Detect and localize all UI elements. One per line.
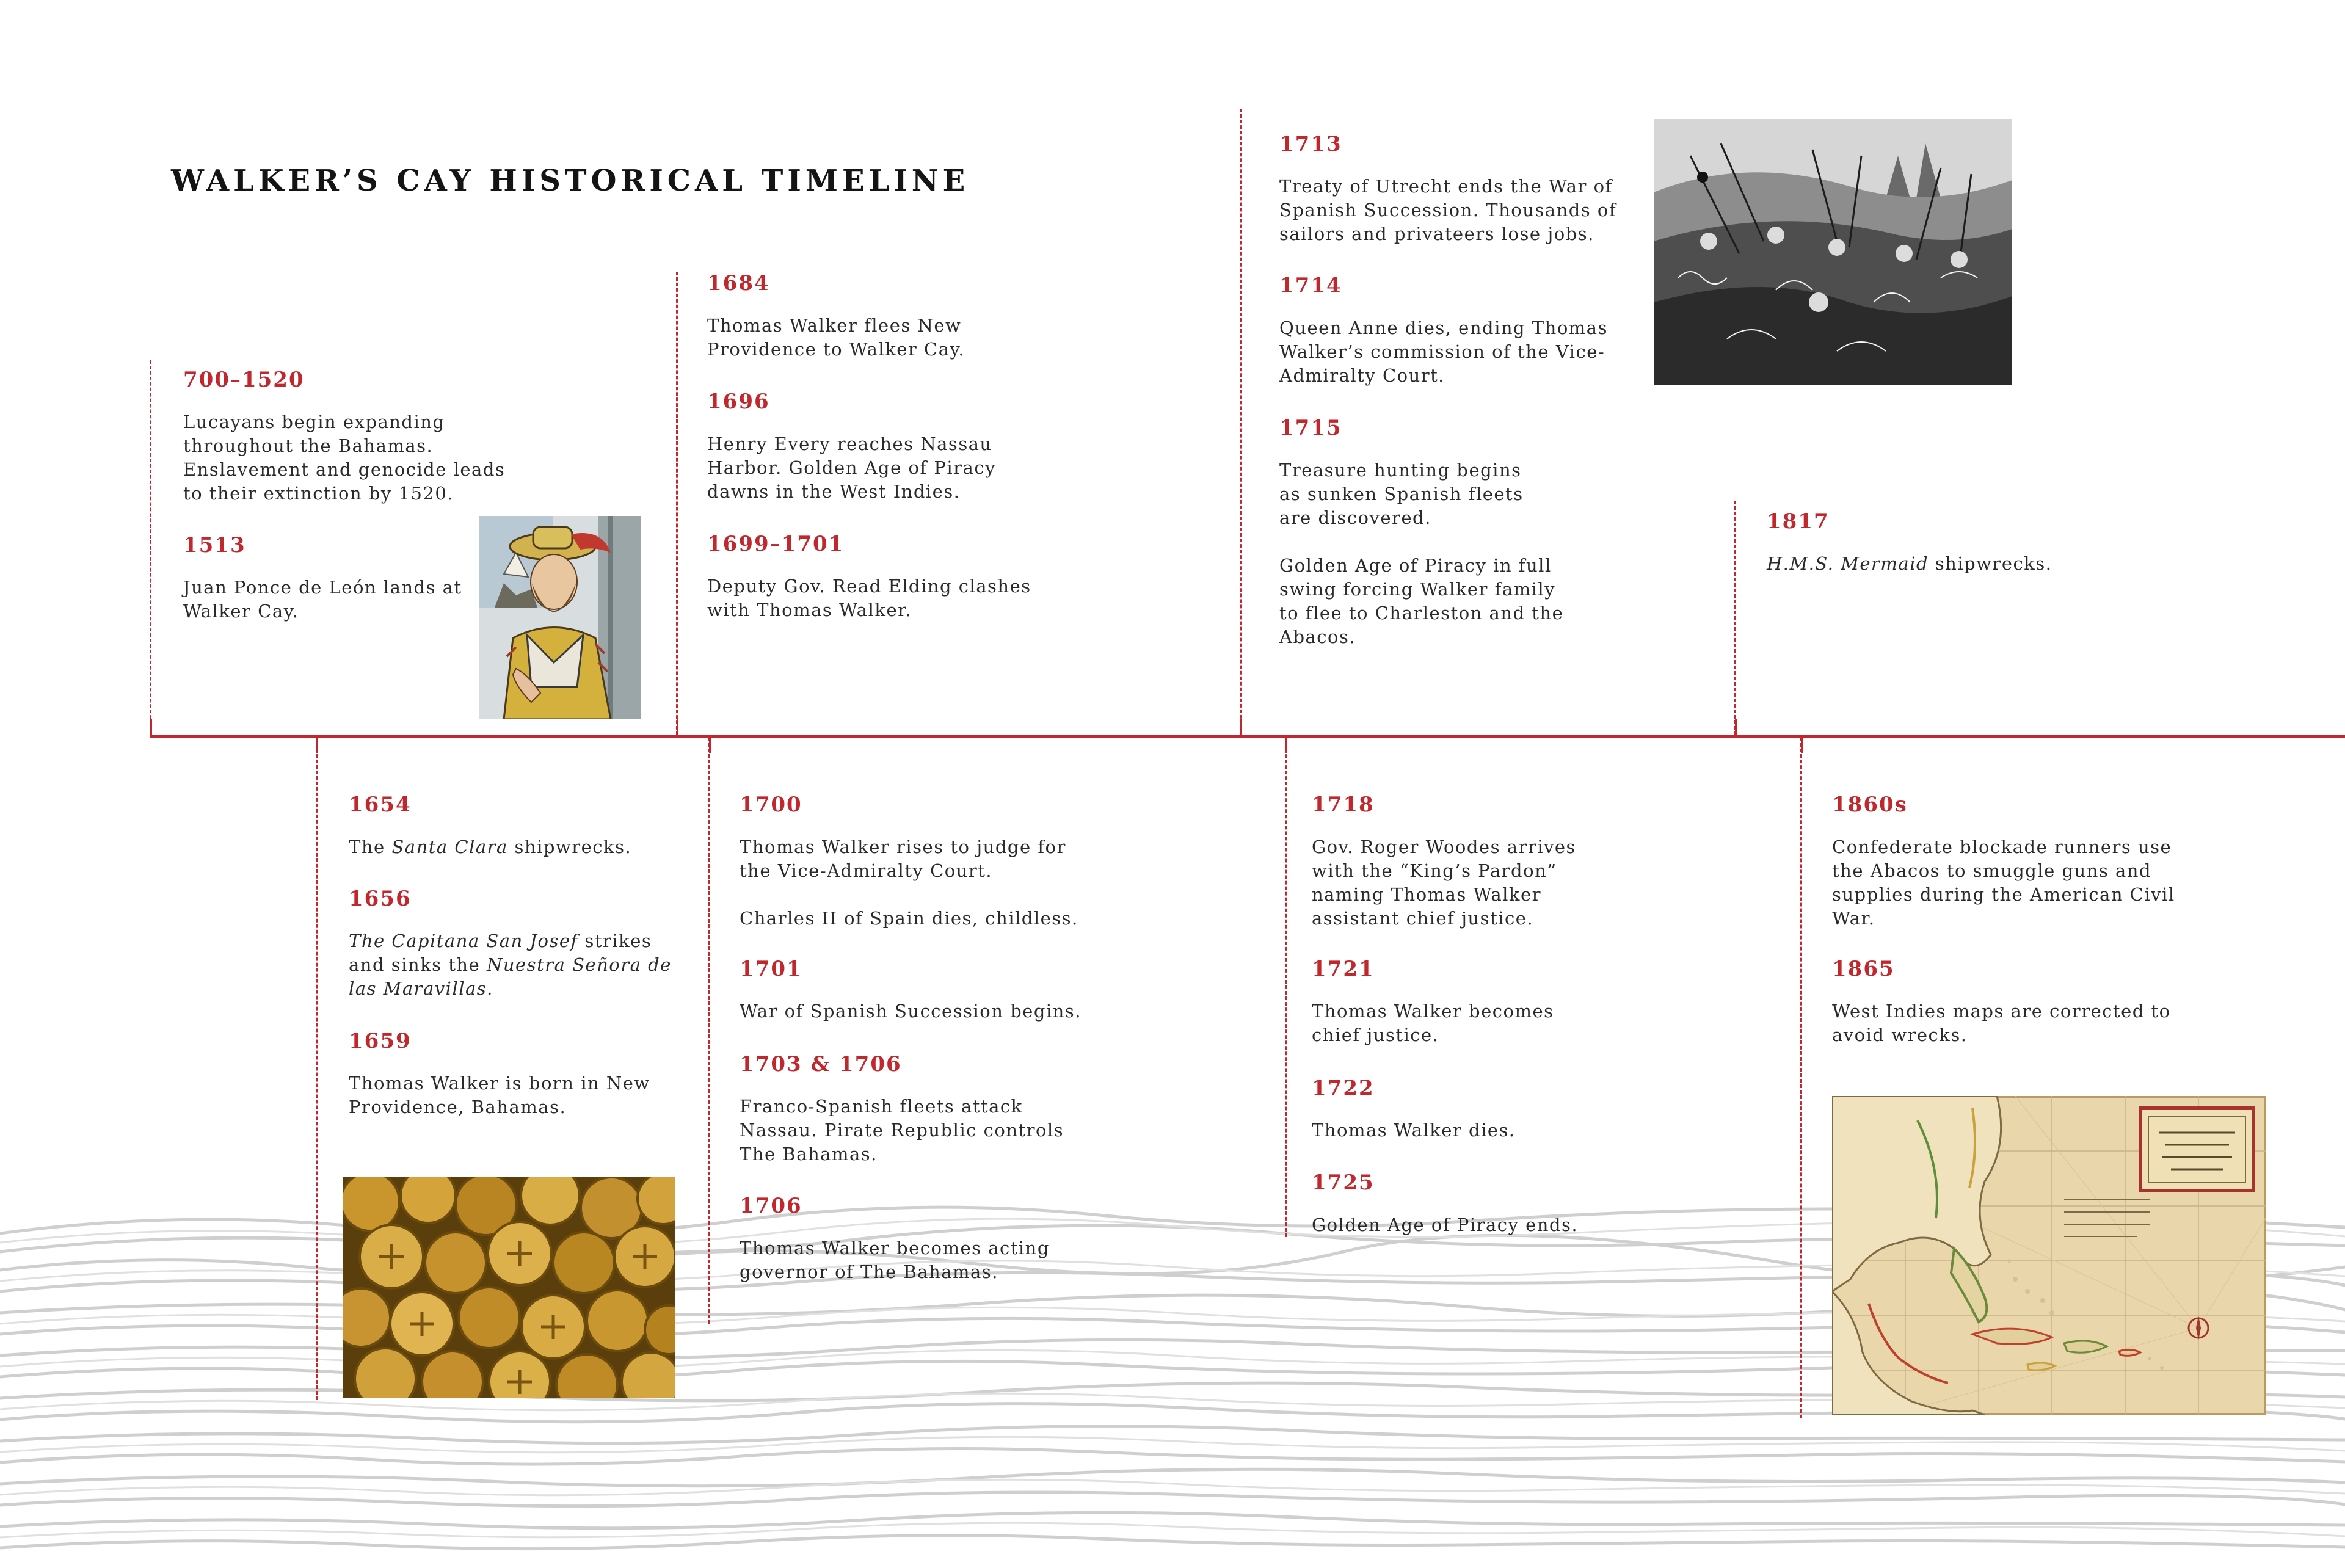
entry-description: Charles II of Spain dies, childless.: [740, 908, 1078, 929]
timeline-entry: [183, 368, 513, 506]
entry-description: Thomas Walker is born in New Providence, Bahamas.: [349, 1073, 650, 1117]
entry-description: Thomas Walker flees New Providence to Walker Cay.: [707, 315, 965, 360]
timeline-tick: [1240, 109, 1242, 735]
entry-year: 1654: [349, 793, 412, 817]
entry-year: 1656: [349, 887, 412, 911]
entry-year: 1714: [1279, 274, 1342, 298]
entry-year: 1713: [1279, 132, 1342, 156]
antique-map-illustration: [1832, 1096, 2266, 1415]
timeline-entry: [740, 793, 1082, 931]
portrait-illustration: [479, 516, 641, 719]
timeline-entry: [740, 1052, 1082, 1166]
timeline-entry: [183, 533, 489, 623]
timeline-axis: [150, 735, 2345, 738]
entry-description: Juan Ponce de León lands at Walker Cay.: [183, 577, 462, 622]
timeline-tick: [1734, 501, 1736, 735]
timeline-entry: [1312, 1171, 1605, 1237]
ship-name: H.M.S. Mermaid: [1767, 553, 1929, 574]
entry-year: 1718: [1312, 793, 1375, 817]
entry-year: 1706: [740, 1194, 802, 1218]
entry-description: Thomas Walker becomes chief justice.: [1312, 1001, 1554, 1045]
timeline-entry: [1832, 793, 2186, 931]
entry-description: Golden Age of Piracy in full swing forcing Walker family to flee to Charleston and the Abacos.: [1279, 555, 1564, 647]
entry-description: Henry Every reaches Nassau Harbor. Golden Age of Piracy dawns in the West Indies.: [707, 434, 996, 502]
entry-year: 1721: [1312, 957, 1375, 981]
timeline-entry: [1767, 509, 2084, 576]
timeline-entry: [349, 1029, 672, 1119]
entry-description: Gov. Roger Woodes arrives with the “King’s Pardon” naming Thomas Walker assistant chief justice.: [1312, 837, 1576, 929]
page-title: WALKER’S CAY HISTORICAL TIMELINE: [171, 164, 970, 198]
entry-description: Deputy Gov. Read Elding clashes with Thomas Walker.: [707, 576, 1031, 620]
entry-year: 1703 & 1706: [740, 1052, 902, 1076]
entry-year: 1725: [1312, 1171, 1375, 1195]
entry-description: Treasure hunting begins as sunken Spanish fleets are discovered.: [1279, 460, 1524, 528]
entry-description: War of Spanish Succession begins.: [740, 1001, 1082, 1022]
timeline-entry: [1312, 793, 1605, 931]
entry-year: 1701: [740, 957, 802, 981]
entry-year: 1700: [740, 793, 802, 817]
entry-year: 1860s: [1832, 793, 1908, 817]
timeline-entry: [707, 271, 1000, 361]
timeline-tick: [676, 272, 678, 735]
entry-description: H.M.S. Mermaid shipwrecks.: [1767, 553, 2052, 574]
entry-year: 1722: [1312, 1076, 1375, 1100]
timeline-entry: [349, 793, 672, 859]
entry-description: West Indies maps are corrected to avoid wrecks.: [1832, 1001, 2171, 1045]
timeline-tick: [316, 738, 318, 1400]
timeline-entry: [1279, 132, 1627, 246]
timeline-entry: [1279, 416, 1579, 649]
timeline-tick: [1285, 738, 1287, 1237]
entry-description: The Santa Clara shipwrecks.: [349, 837, 632, 857]
entry-description: Queen Anne dies, ending Thomas Walker’s commission of the Vice-Admiralty Court.: [1279, 318, 1608, 386]
entry-year: 1513: [183, 533, 246, 557]
timeline-entry: [1312, 1076, 1605, 1142]
timeline-entry: [707, 532, 1049, 622]
timeline-tick: [1800, 738, 1802, 1418]
entry-description: The Capitana San Josef strikes and sinks the Nuestra Señora de las Maravillas.: [349, 931, 672, 999]
entry-description: Lucayans begin expanding throughout the Bahamas. Enslavement and genocide leads to their extinction by 1520.: [183, 412, 506, 504]
timeline-tick: [708, 738, 710, 1324]
entry-year: 700–1520: [183, 368, 305, 392]
entry-year: 1684: [707, 271, 770, 296]
timeline-tick: [150, 360, 151, 735]
timeline-entry: [1279, 274, 1627, 388]
timeline-entry: [1312, 957, 1605, 1047]
entry-description: Treaty of Utrecht ends the War of Spanish Succession. Thousands of sailors and privateers lose jobs.: [1279, 176, 1617, 244]
timeline-entry: [740, 1194, 1082, 1284]
gold-coins-photo: [343, 1177, 675, 1398]
entry-year: 1696: [707, 390, 770, 414]
entry-year: 1865: [1832, 957, 1895, 981]
entry-year: 1715: [1279, 416, 1342, 440]
timeline-entry: [349, 887, 672, 1001]
entry-description: Golden Age of Piracy ends.: [1312, 1214, 1579, 1235]
ponce-de-leon-portrait: [479, 516, 641, 719]
entry-year: 1817: [1767, 509, 1830, 534]
timeline-entry: [707, 390, 1025, 504]
entry-year: 1659: [349, 1029, 412, 1053]
timeline-entry: [740, 957, 1082, 1023]
timeline-entry: [1832, 957, 2186, 1047]
gold-coins-illustration: [343, 1177, 675, 1398]
entry-description: Thomas Walker becomes acting governor of The Bahamas.: [740, 1238, 1050, 1282]
entry-description: Thomas Walker dies.: [1312, 1120, 1516, 1141]
battle-engraving-illustration: [1654, 119, 2012, 385]
entry-description: Thomas Walker rises to judge for the Vice-Admiralty Court.: [740, 837, 1066, 881]
west-indies-map: [1832, 1096, 2266, 1415]
battle-engraving: [1654, 119, 2012, 385]
entry-description: Franco-Spanish fleets attack Nassau. Pirate Republic controls The Bahamas.: [740, 1096, 1064, 1164]
entry-year: 1699–1701: [707, 532, 845, 556]
entry-description: Confederate blockade runners use the Abacos to smuggle guns and supplies during the American Civil War.: [1832, 837, 2175, 929]
